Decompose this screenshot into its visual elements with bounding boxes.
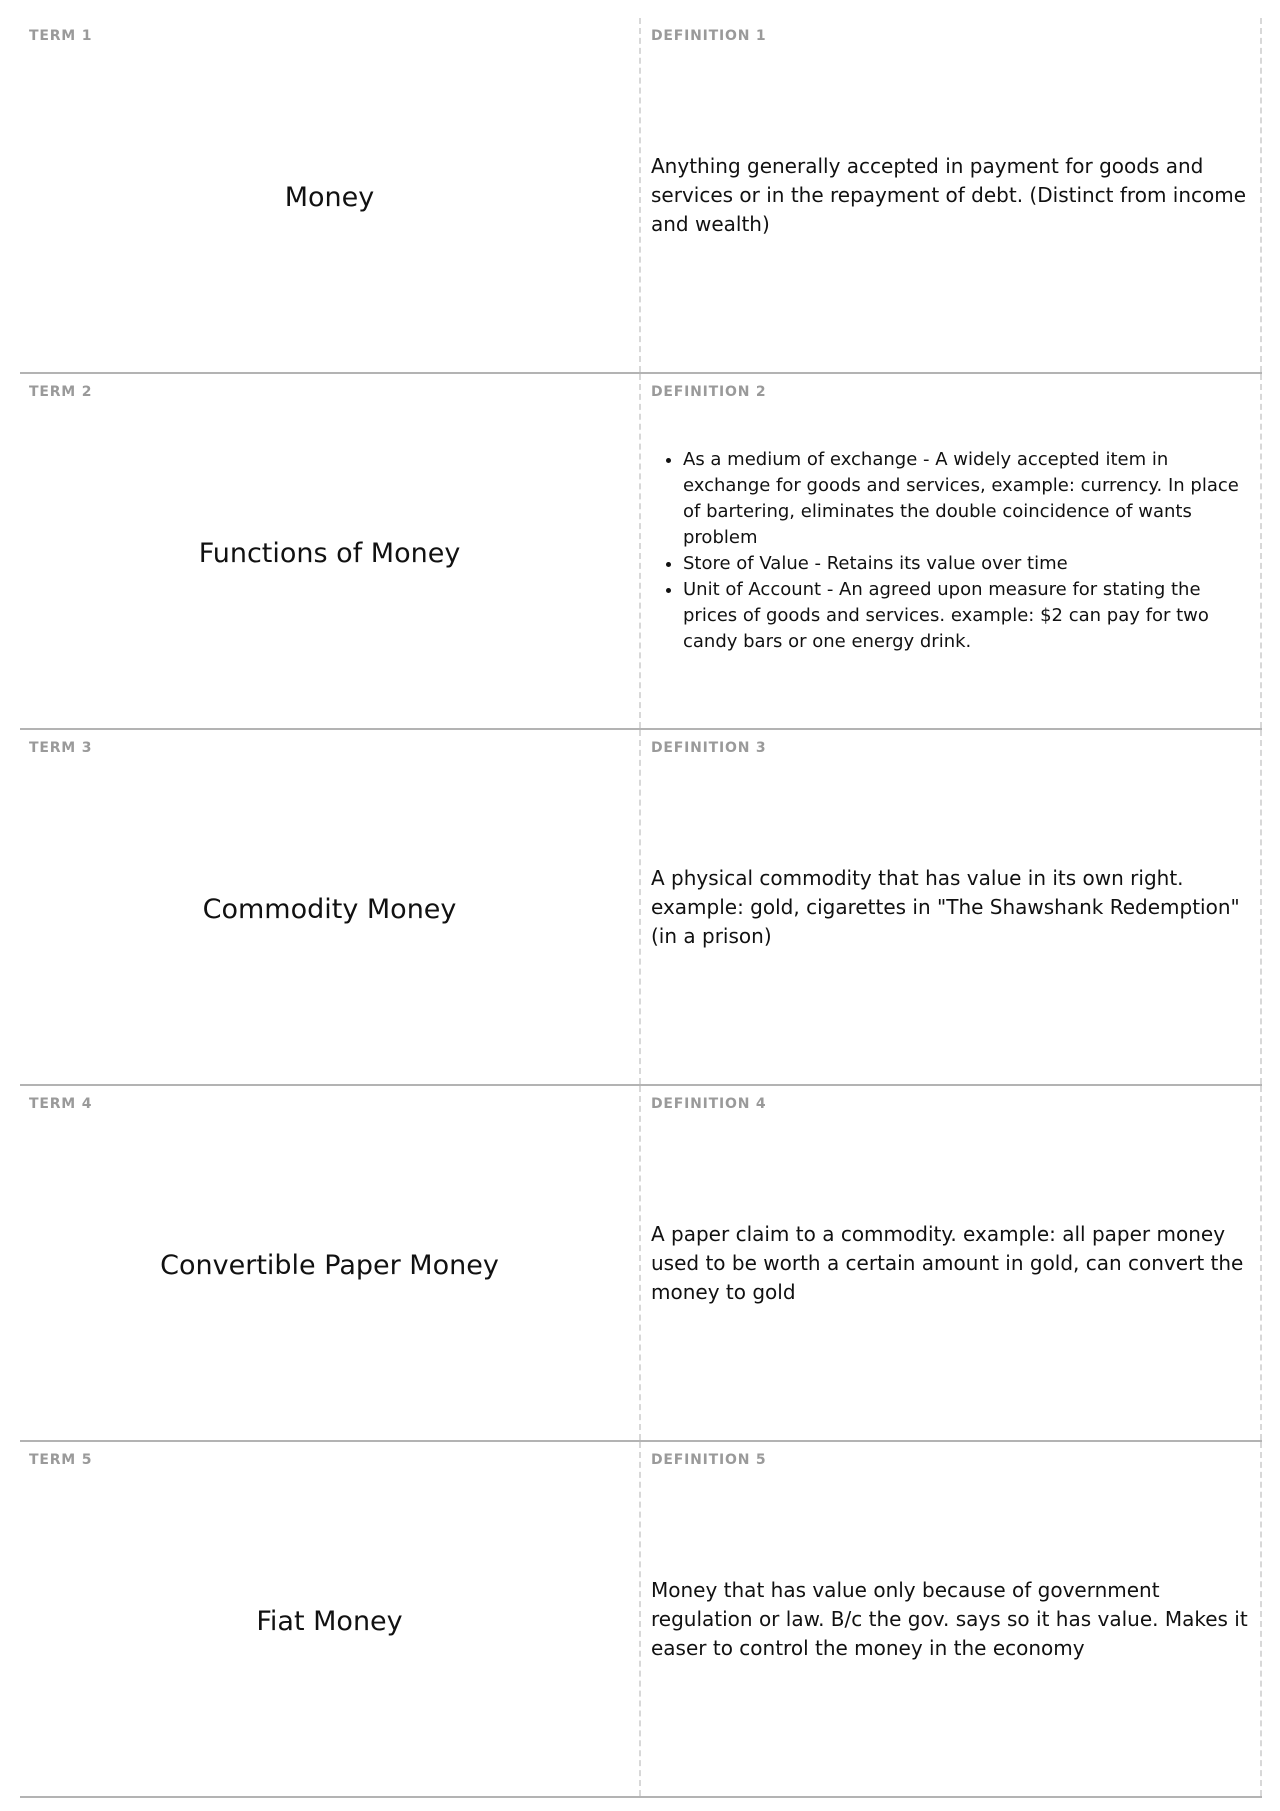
term-caption: TERM 2 [29, 384, 93, 400]
flashcard-row-3 [20, 730, 1262, 1086]
definition-cell [641, 18, 1262, 372]
term-cell [20, 1442, 641, 1796]
definition-caption: DEFINITION 5 [651, 1452, 767, 1468]
flashcard-row-2 [20, 374, 1262, 730]
term-cell [20, 730, 641, 1084]
definition-cell [641, 374, 1262, 728]
flashcard-row-4 [20, 1086, 1262, 1442]
term-caption: TERM 1 [29, 28, 93, 44]
term-text: Commodity Money [202, 893, 457, 925]
definition-caption: DEFINITION 4 [651, 1096, 767, 1112]
term-text: Fiat Money [256, 1605, 403, 1637]
flashcard-sheet [20, 18, 1262, 1798]
definition-cell [641, 1442, 1262, 1796]
definition-caption: DEFINITION 2 [651, 384, 767, 400]
term-text: Convertible Paper Money [160, 1249, 499, 1281]
flashcard-row-1 [20, 18, 1262, 374]
definition-caption: DEFINITION 1 [651, 28, 767, 44]
definition-cell [641, 1086, 1262, 1440]
term-caption: TERM 3 [29, 740, 93, 756]
definition-text: A physical commodity that has value in its own right. example: gold, cigarettes in "The Shawshank Redemption" (in a prison) [651, 865, 1240, 948]
list-item: • As a medium of exchange - A widely accepted item in exchange for goods and services, example: currency. In place of bartering, eliminates the double coincidence of wants problem [683, 447, 1250, 551]
term-text: Money [284, 181, 375, 213]
term-caption: TERM 4 [29, 1096, 93, 1112]
term-cell [20, 1086, 641, 1440]
definition-text: Money that has value only because of government regulation or law. B/c the gov. says so it has value. Makes it easer to control the money in the economy [651, 1577, 1248, 1660]
term-text: Functions of Money [198, 537, 461, 569]
definition-bullet-list [651, 447, 1250, 655]
definition-text: Anything generally accepted in payment for goods and services or in the repayment of debt. (Distinct from income and wealth) [651, 153, 1247, 236]
list-item: • Unit of Account - An agreed upon measure for stating the prices of goods and services. example: $2 can pay for two candy bars or one energy drink. [683, 577, 1250, 655]
definition-list-container [651, 374, 1250, 728]
list-item: • Store of Value - Retains its value over time [683, 551, 1250, 577]
term-cell [20, 374, 641, 728]
term-cell [20, 18, 641, 372]
term-caption: TERM 5 [29, 1452, 93, 1468]
definition-cell [641, 730, 1262, 1084]
flashcard-row-5 [20, 1442, 1262, 1798]
definition-caption: DEFINITION 3 [651, 740, 767, 756]
definition-text: A paper claim to a commodity. example: all paper money used to be worth a certain amount in gold, can convert the money to gold [651, 1221, 1244, 1304]
